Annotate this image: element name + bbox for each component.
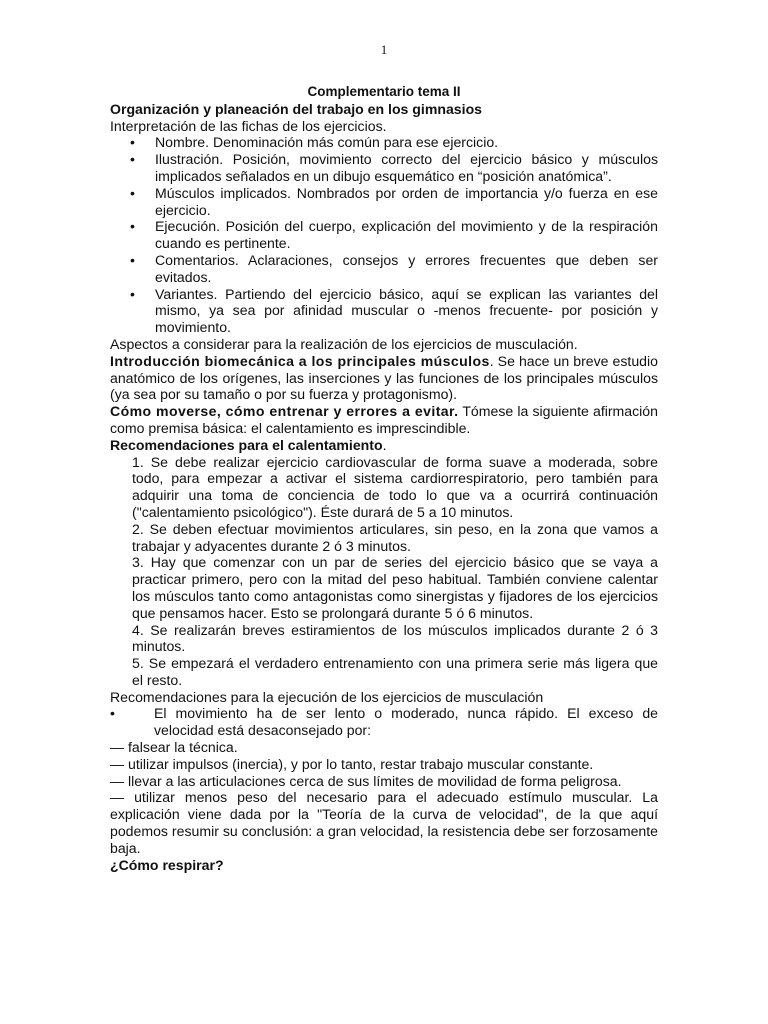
execution-bullet-text: El movimiento ha de ser lento o moderado, nunca rápido. El exceso de velocidad está desaconsejado por: [154,705,658,739]
list-item: 2. Se deben efectuar movimientos articulares, sin peso, en la zona que vamos a trabajar y adyacentes durante 2 ó 3 minutos. [132,520,658,554]
how-to-move-heading: Cómo moverse, cómo entrenar y errores a evitar. [110,403,459,420]
page-number: 1 [380,42,388,57]
list-item: 4. Se realizarán breves estiramientos de los músculos implicados durante 2 ó 3 minutos. [132,621,658,655]
list-item: 1. Se debe realizar ejercicio cardiovascular de forma suave a moderada, sobre todo, para empezar a activar el sistema cardiorrespiratorio, pero también para adquirir una toma de conciencia de todo lo que va a ocurrirá continuación ("calentamiento psicológico"). Éste durará de 5 a 10 minutos. [132,453,658,520]
intro-paragraph: Interpretación de las fichas de los ejercicios. [110,117,387,134]
biomechanics-text: . Se hace un breve estudio anatómico de los orígenes, las inserciones y las funciones de los principales músculos (ya sea por su tamaño o por su fuerza y protagonismo). [110,352,658,403]
biomechanics-heading: Introducción biomecánica a los principales músculos [110,352,490,369]
warmup-steps-list [110,454,658,689]
dash-item: — falsear la técnica. [110,739,238,756]
list-item: 3. Hay que comenzar con un par de series del ejercicio básico que se vaya a practicar primero, pero con la mitad del peso habitual. También conviene calentar los músculos tanto como antagonistas como sinergistas y fijadores de los ejercicios que pensamos hacer. Esto se prolongará durante 5 ó 6 minutos. [132,554,658,621]
list-item: 5. Se empezará el verdadero entrenamiento con una primera serie más ligera que el resto. [132,655,658,688]
list-item: • Comentarios. Aclaraciones, consejos y errores frecuentes que deben ser evitados. [110,252,658,286]
list-item: • Nombre. Denominación más común para ese ejercicio. [110,134,658,151]
execution-bullet [110,705,658,739]
warmup-heading-punct: . [382,436,387,453]
biomechanics-paragraph [110,353,658,403]
section-heading: Organización y planeación del trabajo en los gimnasios [110,100,483,117]
how-to-move-text: Tómese la siguiente afirmación como premisa básica: el calentamiento es imprescindible. [110,403,658,436]
list-item: • Ejecución. Posición del cuerpo, explicación del movimiento y de la respiración cuando es pertinente. [110,218,658,252]
warmup-heading-line [110,437,658,454]
list-item: • Músculos implicados. Nombrados por orden de importancia y/o fuerza en ese ejercicio. [110,185,658,219]
breathing-heading: ¿Cómo respirar? [110,856,224,873]
dash-item: — utilizar impulsos (inercia), y por lo tanto, restar trabajo muscular constante. [110,755,594,772]
list-item: • Variantes. Partiendo del ejercicio básico, aquí se explican las variantes del mismo, ya sea por afinidad muscular o -menos frecuente- por posición y movimiento. [110,286,658,336]
document-title: Complementario tema II [307,84,461,99]
document-body [110,84,658,873]
exercise-card-fields-list [110,134,658,336]
aspects-paragraph: Aspectos a considerar para la realización de los ejercicios de musculación. [110,335,578,352]
list-item: • Ilustración. Posición, movimiento correcto del ejercicio básico y músculos implicados señalados en un dibujo esquemático en “posición anatómica”. [110,151,658,185]
dash-item: — utilizar menos peso del necesario para el adecuado estímulo muscular. La explicación viene dada por la "Teoría de la curva de velocidad", de la que aquí podemos resumir su conclusión: a gran velocidad, la resistencia debe ser forzosamente baja. [110,789,658,856]
bullet-mark: • [110,705,115,722]
how-to-move-paragraph [110,403,658,437]
warmup-heading: Recomendaciones para el calentamiento [110,436,383,453]
execution-heading: Recomendaciones para la ejecución de los ejercicios de musculación [110,688,544,705]
dash-item: — llevar a las articulaciones cerca de sus límites de movilidad de forma peligrosa. [110,772,622,789]
